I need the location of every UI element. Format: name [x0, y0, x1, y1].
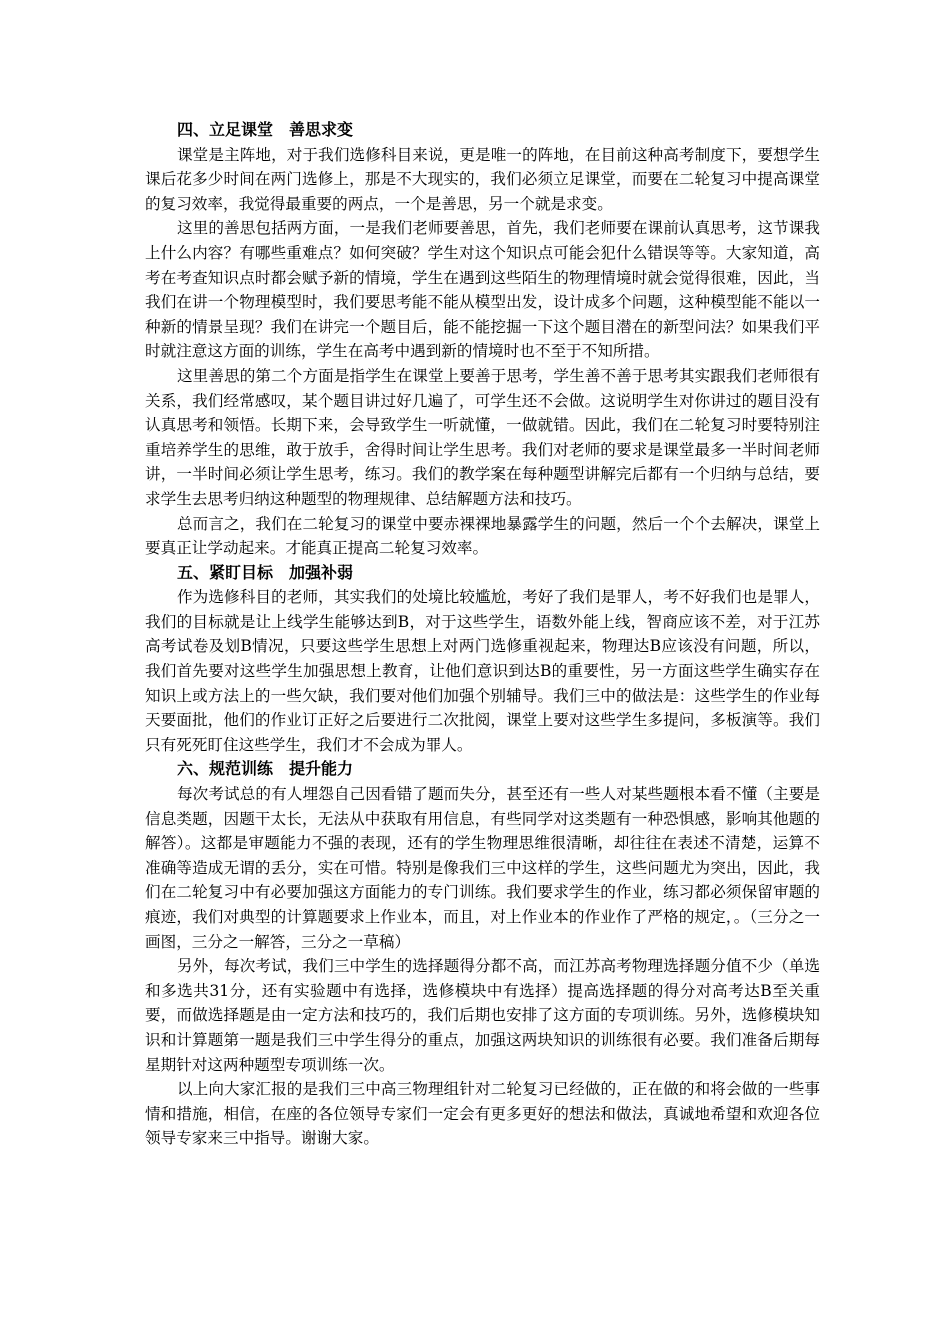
section-heading: 六、规范训练 提升能力: [177, 759, 354, 779]
paragraph: 以上向大家汇报的是我们三中高三物理组针对二轮复习已经做的，正在做的和将会做的一些事情和措施，相信，在座的各位领导专家们一定会有更多更好的想法和做法，真诚地希望和欢迎各位领导专家来三中指导。谢谢大家。: [145, 1080, 820, 1148]
section-heading: 五、紧盯目标 加强补弱: [177, 562, 354, 582]
paragraph: 这里善思的第二个方面是指学生在课堂上要善于思考，学生善不善于思考其实跟我们老师很有关系，我们经常感叹，某个题目讲过好几遍了，可学生还不会做。这说明学生对你讲过的题目没有认真思考和领悟。长期下来，会导致学生一听就懂，一做就错。因此，我们在二轮复习时要特别注重培养学生的思维，敢于放手，舍得时间让学生思考。我们对老师的要求是课堂最多一半时间老师讲，一半时间必须让学生思考，练习。我们的教学案在每种题型讲解完后都有一个归纳与总结，要求学生去思考归纳这种题型的物理规律、总结解题方法和技巧。: [145, 366, 820, 508]
section-training: [145, 757, 820, 1151]
paragraph: 作为选修科目的老师，其实我们的处境比较尴尬，考好了我们是罪人，考不好我们也是罪人，我们的目标就是让上线学生能够达到B，对于这些学生，语数外能上线，智商应该不差，对于江苏高考试卷及划B情况，只要这些学生思想上对两门选修重视起来，物理达B应该没有问题，所以，我们首先要对这些学生加强思想上教育，让他们意识到达B的重要性，另一方面这些学生确实存在知识上或方法上的一些欠缺，我们要对他们加强个别辅导。我们三中的做法是：这些学生的作业每天要面批，他们的作业订正好之后要进行二次批阅，课堂上要对这些学生多提问，多板演等。我们只有死死盯住这些学生，我们才不会成为罪人。: [145, 588, 820, 754]
section-heading: 四、立足课堂 善思求变: [177, 120, 354, 139]
paragraph: 总而言之，我们在二轮复习的课堂中要赤裸裸地暴露学生的问题，然后一个个去解决，课堂上要真正让学动起来。才能真正提高二轮复习效率。: [145, 514, 820, 558]
paragraph: 另外，每次考试，我们三中学生的选择题得分都不高，而江苏高考物理选择题分值不少（单选和多选共31分，还有实验题中有选择，选修模块中有选择）提高选择题的得分对高考达B至关重要，而做选择题是由一定方法和技巧的，我们后期也安排了这方面的专项训练。另外，选修模块知识和计算题第一题是我们三中学生得分的重点，加强这两块知识的训练很有必要。我们准备后期每星期针对这两种题型专项训练一次。: [145, 957, 820, 1074]
section-targets: [145, 561, 820, 758]
paragraph: 每次考试总的有人埋怨自己因看错了题而失分，甚至还有一些人对某些题根本看不懂（主要是信息类题，因题干太长，无法从中获取有用信息，有些同学对这类题有一种恐惧感，影响其他题的解答）。这都是审题能力不强的表现，还有的学生物理思维很清晰，却往往在表述不清楚，运算不准确等造成无谓的丢分，实在可惜。特别是像我们三中这样的学生，这些问题尤为突出，因此，我们在二轮复习中有必要加强这方面能力的专门训练。我们要求学生的作业，练习都必须保留审题的痕迹，我们对典型的计算题要求上作业本，而且，对上作业本的作业作了严格的规定，。（三分之一画图，三分之一解答，三分之一草稿）: [145, 785, 820, 951]
section-classroom: [145, 118, 820, 561]
paragraph: 课堂是主阵地，对于我们选修科目来说，更是唯一的阵地，在目前这种高考制度下，要想学生课后花多少时间在两门选修上，那是不大现实的，我们必须立足课堂，而要在二轮复习中提高课堂的复习效率，我觉得最重要的两点，一个是善思，另一个就是求变。: [145, 145, 820, 213]
paragraph: 这里的善思包括两方面，一是我们老师要善思，首先，我们老师要在课前认真思考，这节课我上什么内容？有哪些重难点？如何突破？学生对这个知识点可能会犯什么错误等等。大家知道，高考在考查知识点时都会赋予新的情境，学生在遇到这些陌生的物理情境时就会觉得很难，因此，当我们在讲一个物理模型时，我们要思考能不能从模型出发，设计成多个问题，这种模型能不能以一种新的情景呈现？我们在讲完一个题目后，能不能挖掘一下这个题目潜在的新型问法？如果我们平时就注意这方面的训练，学生在高考中遇到新的情境时也不至于不知所措。: [145, 219, 820, 361]
document-page: [145, 118, 820, 1151]
